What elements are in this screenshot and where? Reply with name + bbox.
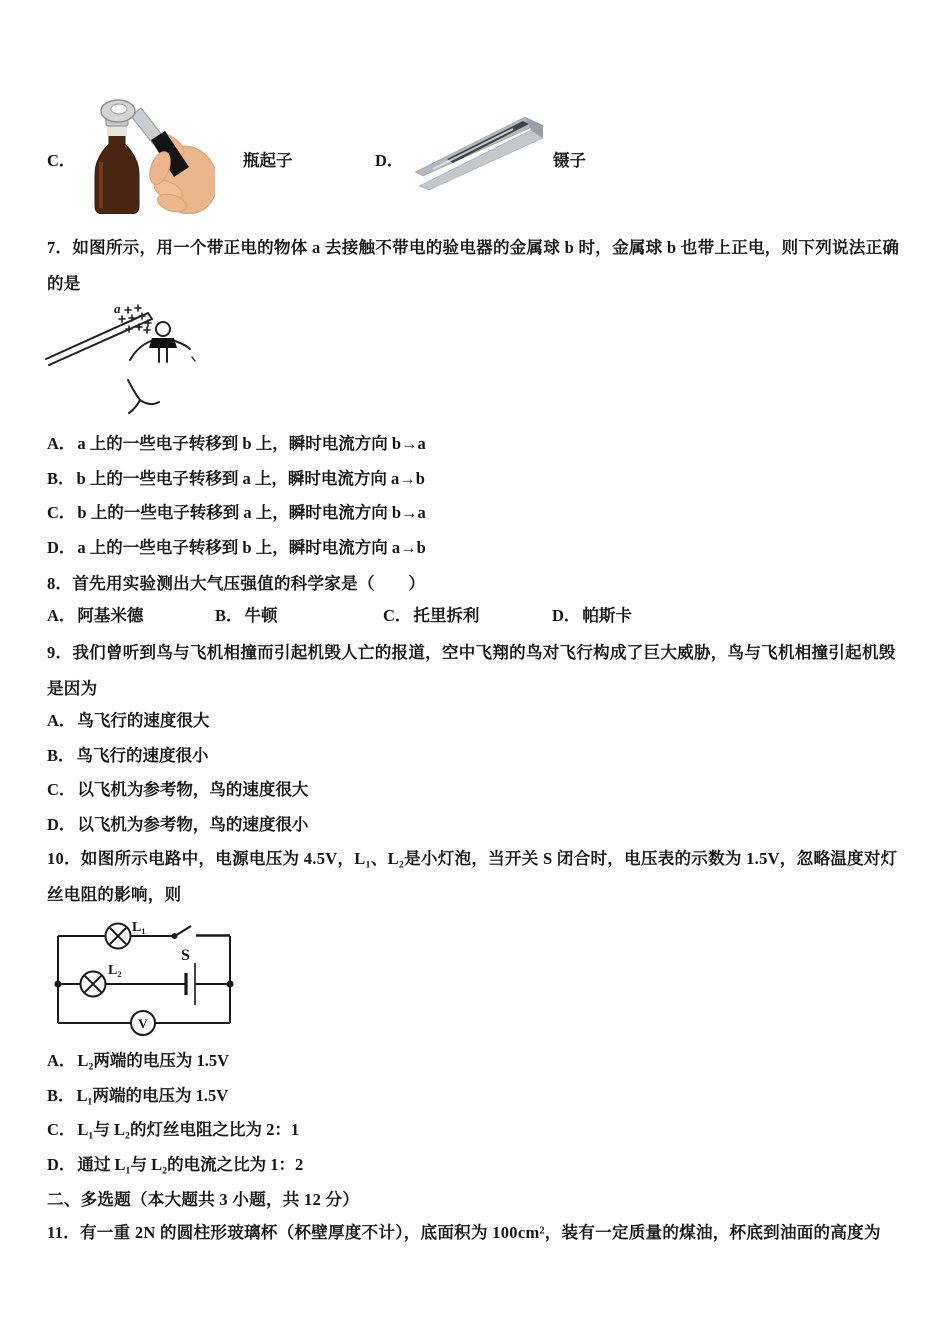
q9-option-c: C． 以飞机为参考物，鸟的速度很大 — [47, 780, 309, 799]
question-7-text: 7．如图所示，用一个带正电的物体 a 去接触不带电的验电器的金属球 b 时，金属球 b 也带上正电，则下列说法正确的是 — [47, 238, 900, 293]
q9-option-a: A． 鸟飞行的速度很大 — [47, 711, 210, 730]
q9-option-d: D． 以飞机为参考物，鸟的速度很小 — [47, 814, 309, 834]
stopper — [149, 338, 177, 348]
section-2-heading: 二、多选题（本大题共 3 小题，共 12 分） — [47, 1190, 360, 1209]
option-c-letter: C． — [47, 151, 76, 170]
option-letter: D． — [47, 537, 76, 557]
electroscope-leaves — [128, 380, 159, 413]
lamp-L1-label: L₁ — [132, 920, 146, 935]
question-9-text: 9．我们曾听到鸟与飞机相撞而引起机毁人亡的报道，空中飞翔的鸟对飞行构成了巨大威胁，鸟与飞机相撞引起机毁是因为 — [47, 643, 896, 698]
q7-option-b — [47, 462, 426, 497]
option-text: b 上的一些电子转移到 a 上，瞬时电流方向 a→b — [76, 468, 425, 488]
rod-label-a: a — [114, 301, 121, 316]
question-8-options — [47, 599, 927, 633]
q7-option-c — [47, 496, 426, 531]
option-text: a 上的一些电子转移到 b 上，瞬时电流方向 b→a — [77, 434, 426, 453]
q7-option-a — [47, 427, 426, 462]
metal-ball-b — [156, 322, 170, 336]
question-7-options — [47, 427, 426, 565]
option-letter: A． — [47, 434, 76, 453]
q8-option-d: D． 帕斯卡 — [552, 606, 632, 625]
option-letter: C． — [47, 503, 76, 522]
lamp-L2-label: L₂ — [108, 963, 122, 978]
q10-option-c: C． L₁与 L₂的灯丝电阻之比为 2：1 — [47, 1120, 300, 1139]
bottle-opener-photo — [75, 98, 215, 214]
electroscope-figure — [40, 296, 240, 431]
q10-option-d: D． 通过 L₁与 L₂的电流之比为 1：2 — [47, 1154, 304, 1174]
circuit-diagram — [40, 913, 280, 1048]
q8-option-c: C． 托里拆利 — [383, 606, 480, 625]
option-d-caption: 镊子 — [553, 151, 586, 170]
question-8-text: 8．首先用实验测出大气压强值的科学家是（ ） — [47, 574, 426, 593]
question-11-text: 11．有一重 2N 的圆柱形玻璃杯（杯壁厚度不计），底面积为 100cm²，装有一定质量的煤油，杯底到油面的高度为 — [47, 1223, 881, 1242]
q9-option-b: B． 鸟飞行的速度很小 — [47, 745, 209, 765]
option-text: b 上的一些电子转移到 a 上，瞬时电流方向 b→a — [77, 503, 426, 522]
charged-rod — [46, 313, 152, 365]
q10-option-b: B． L₁两端的电压为 1.5V — [47, 1085, 229, 1105]
q10-option-a: A． L₂两端的电压为 1.5V — [47, 1051, 230, 1070]
question-10-text: 10．如图所示电路中，电源电压为 4.5V，L₁、L₂是小灯泡，当开关 S 闭合时，电压表的示数为 1.5V，忽略温度对灯丝电阻的影响，则 — [47, 849, 898, 904]
option-c-caption: 瓶起子 — [243, 151, 293, 170]
q7-option-d — [47, 531, 426, 566]
switch-label: S — [181, 947, 190, 964]
option-text: a 上的一些电子转移到 b 上，瞬时电流方向 a→b — [77, 537, 426, 557]
tweezers-photo — [413, 112, 551, 192]
option-letter: B． — [47, 468, 75, 488]
q8-option-a: A． 阿基米德 — [47, 606, 144, 625]
question-10-options — [47, 1044, 303, 1182]
option-d-letter: D． — [375, 151, 404, 170]
question-9-options — [47, 704, 308, 842]
switch-lever — [175, 926, 191, 936]
q8-option-b: B． 牛顿 — [215, 606, 278, 625]
voltmeter-label: V — [138, 1016, 148, 1031]
